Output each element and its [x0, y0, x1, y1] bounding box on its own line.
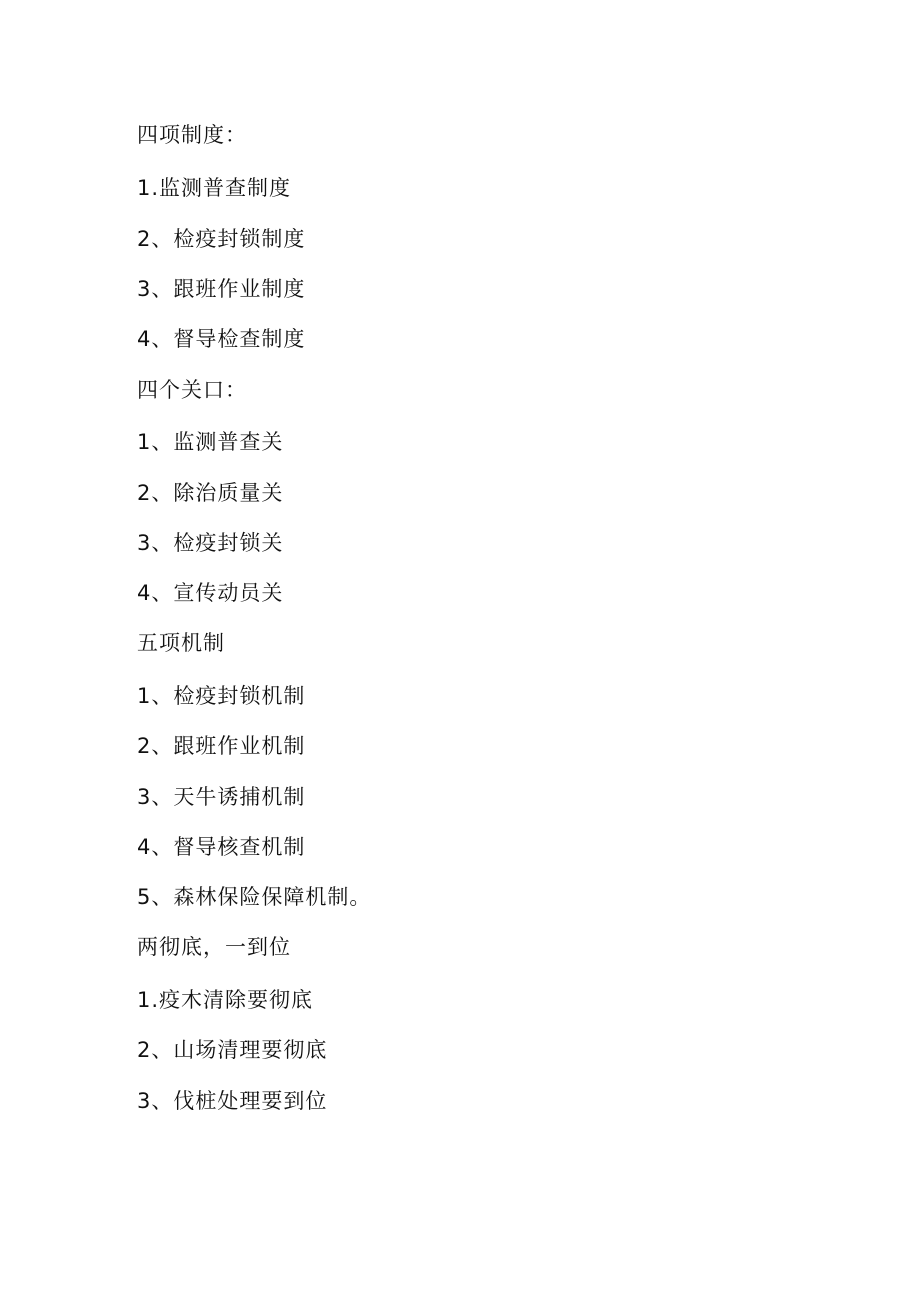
list-item: 2、山场清理要彻底: [137, 1038, 328, 1062]
list-item: 4、督导检查制度: [137, 327, 306, 351]
list-item: 5、森林保险保障机制。: [137, 885, 372, 909]
list-item: 3、检疫封锁关: [137, 531, 284, 555]
list-item: 3、天牛诱捕机制: [137, 785, 306, 809]
list-item: 4、宣传动员关: [137, 581, 284, 605]
section-heading-five-mechanisms: 五项机制: [137, 631, 225, 655]
list-item: 2、跟班作业机制: [137, 734, 306, 758]
list-item: 4、督导核查机制: [137, 835, 306, 859]
section-heading-four-checkpoints: 四个关口：: [137, 378, 247, 402]
list-item: 2、检疫封锁制度: [137, 227, 306, 251]
list-item: 1、监测普查关: [137, 430, 284, 454]
list-item: 3、跟班作业制度: [137, 277, 306, 301]
list-item: 1.监测普查制度: [137, 176, 292, 200]
section-heading-two-thorough-one-in-place: 两彻底，一到位: [137, 935, 291, 959]
list-item: 1.疫木清除要彻底: [137, 988, 314, 1012]
list-item: 1、检疫封锁机制: [137, 684, 306, 708]
section-heading-four-systems: 四项制度：: [137, 123, 247, 147]
list-item: 3、伐桩处理要到位: [137, 1089, 328, 1113]
list-item: 2、除治质量关: [137, 481, 284, 505]
